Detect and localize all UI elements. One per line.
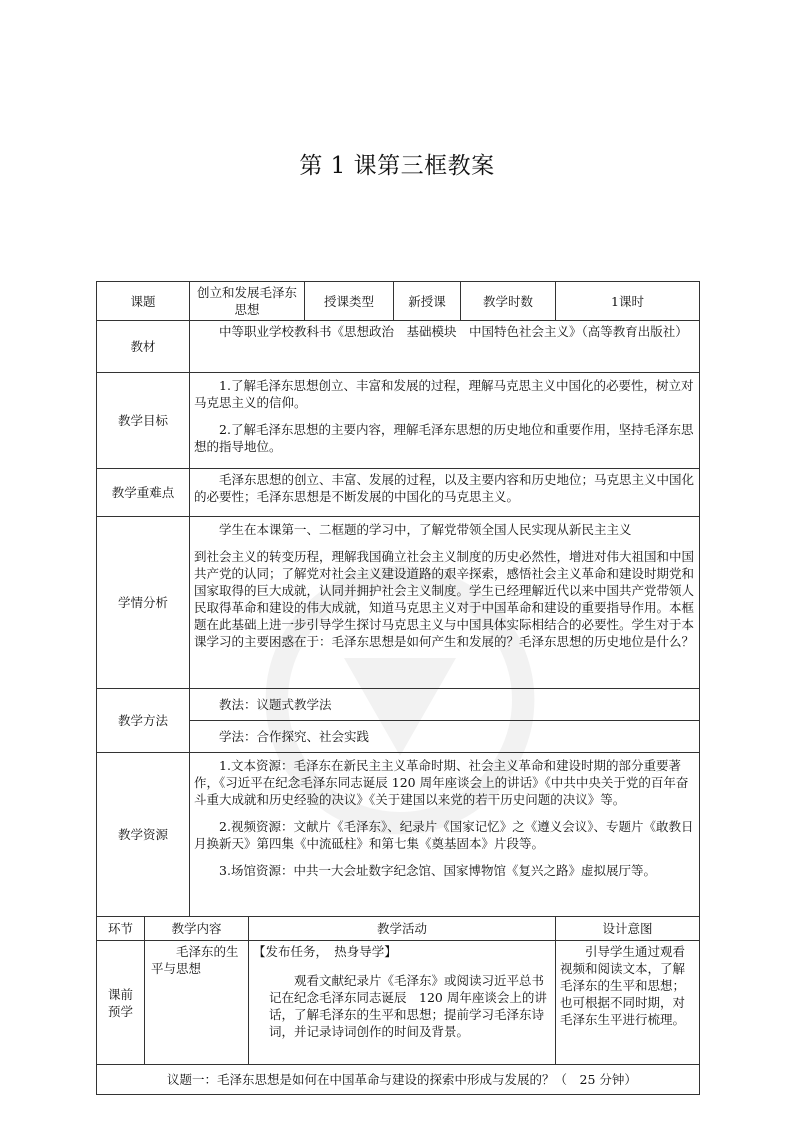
analysis-label: 学情分析 bbox=[97, 517, 190, 689]
teaching-hours-label: 教学时数 bbox=[461, 282, 556, 321]
teaching-hours-value: 1课时 bbox=[556, 282, 700, 321]
analysis-text: 到社会主义的转变历程，理解我国确立社会主义制度的历史必然性，增进对伟大祖国和中国共产党的认同；了解党对社会主义建设道路的艰辛探索，感悟社会主义革命和建设时期党和国家取得的巨大成就，认同并拥护社会主义制度。学生已经理解近代以来中国共产党带领人民取得革命和建设的伟大成就，知道马克思主义对于中国革命和建设的重要指导作用。本框题在此基础上进一步引导学生探讨马克思主义与中国具体实际相结合的必要性。学生对于本课学习的主要困惑在于：毛泽东思想是如何产生和发展的？毛泽东思想的历史地位是什么？ bbox=[194, 549, 695, 649]
analysis-text-first: 学生在本课第一、二框题的学习中，了解党带领全国人民实现从新民主主义 bbox=[219, 522, 632, 537]
design-intent: 引导学生通过观看视频和阅读文本，了解毛泽东的生平和思想；也可根据不同时期，对毛泽东生平进行梳理。 bbox=[560, 944, 686, 1027]
teaching-method: 教法：议题式教学法 bbox=[219, 697, 332, 712]
material-label: 教材 bbox=[97, 321, 190, 373]
task-heading: 【发布任务， 热身导学】 bbox=[253, 944, 397, 959]
method-teach-row bbox=[97, 689, 700, 721]
preview-content: 毛泽东的生平与思想 bbox=[151, 944, 239, 976]
keypoints-label: 教学重难点 bbox=[97, 469, 190, 517]
resource-item: 1.文本资源：毛泽东在新民主主义革命时期、社会主义革命和建设时期的部分重要著作，《习近平在纪念毛泽东同志诞辰 120 周年座谈会上的讲话》《中共中央关于党的百年奋斗重大成就和历史经验的决议》《关于建国以来党的若干历史问题的决议》等。 bbox=[194, 758, 689, 807]
intent-header: 设计意图 bbox=[556, 917, 700, 941]
learning-method: 学法：合作探究、社会实践 bbox=[219, 729, 370, 744]
resource-item: 3.场馆资源：中共一大会址数字纪念馆、国家博物馆《复兴之路》虚拟展厅等。 bbox=[219, 863, 656, 878]
topic-value: 创立和发展毛泽东思想 bbox=[190, 282, 305, 321]
material-row bbox=[97, 321, 700, 373]
resources-label: 教学资源 bbox=[97, 753, 190, 917]
resource-item: 2.视频资源：文献片《毛泽东》、纪录片《国家记忆》之《遵义会议》、专题片《敢教日月换新天》第四集《中流砥柱》和第七集《奠基固本》片段等。 bbox=[194, 819, 694, 851]
resources-row bbox=[97, 753, 700, 917]
page-title: 第 1 课第三框教案 bbox=[299, 153, 495, 179]
task-text: 观看文献纪录片《毛泽东》或阅读习近平总书记在纪念毛泽东同志诞辰 120 周年座谈会上的讲话，了解毛泽东的生平和思想；提前学习毛泽东诗词，并记录诗词创作的时间及背景。 bbox=[269, 973, 547, 1039]
material-text: 中等职业学校教科书《思想政治 基础模块 中国特色社会主义》（高等教育出版社） bbox=[219, 324, 688, 339]
lesson-plan-table bbox=[96, 281, 700, 1095]
goals-label: 教学目标 bbox=[97, 373, 190, 469]
keypoints-text: 毛泽东思想的创立、丰富、发展的过程，以及主要内容和历史地位；马克思主义中国化的必要性；毛泽东思想是不断发展的中国化的马克思主义。 bbox=[194, 472, 695, 504]
topic-label: 课题 bbox=[97, 282, 190, 321]
keypoints-row bbox=[97, 469, 700, 517]
analysis-row bbox=[97, 517, 700, 689]
goal-item: 2.了解毛泽东思想的主要内容，理解毛泽东思想的历史地位和重要作用，坚持毛泽东思想的指导地位。 bbox=[194, 422, 694, 454]
topic-one: 议题一：毛泽东思想是如何在中国革命与建设的探索中形成与发展的？（ 25 分钟） bbox=[97, 1065, 700, 1095]
info-row bbox=[97, 282, 700, 321]
lesson-type-label: 授课类型 bbox=[305, 282, 394, 321]
content-header: 教学内容 bbox=[145, 917, 249, 941]
goals-row bbox=[97, 373, 700, 469]
lesson-type-value: 新授课 bbox=[394, 282, 461, 321]
preview-stage: 课前预学 bbox=[97, 941, 145, 1065]
stage-header: 环节 bbox=[97, 917, 145, 941]
preview-row bbox=[97, 941, 700, 1065]
process-header-row bbox=[97, 917, 700, 941]
topic-one-row bbox=[97, 1065, 700, 1095]
methods-label: 教学方法 bbox=[97, 689, 190, 753]
goal-item: 1.了解毛泽东思想创立、丰富和发展的过程，理解马克思主义中国化的必要性，树立对马克思主义的信仰。 bbox=[194, 378, 694, 410]
activity-header: 教学活动 bbox=[249, 917, 556, 941]
